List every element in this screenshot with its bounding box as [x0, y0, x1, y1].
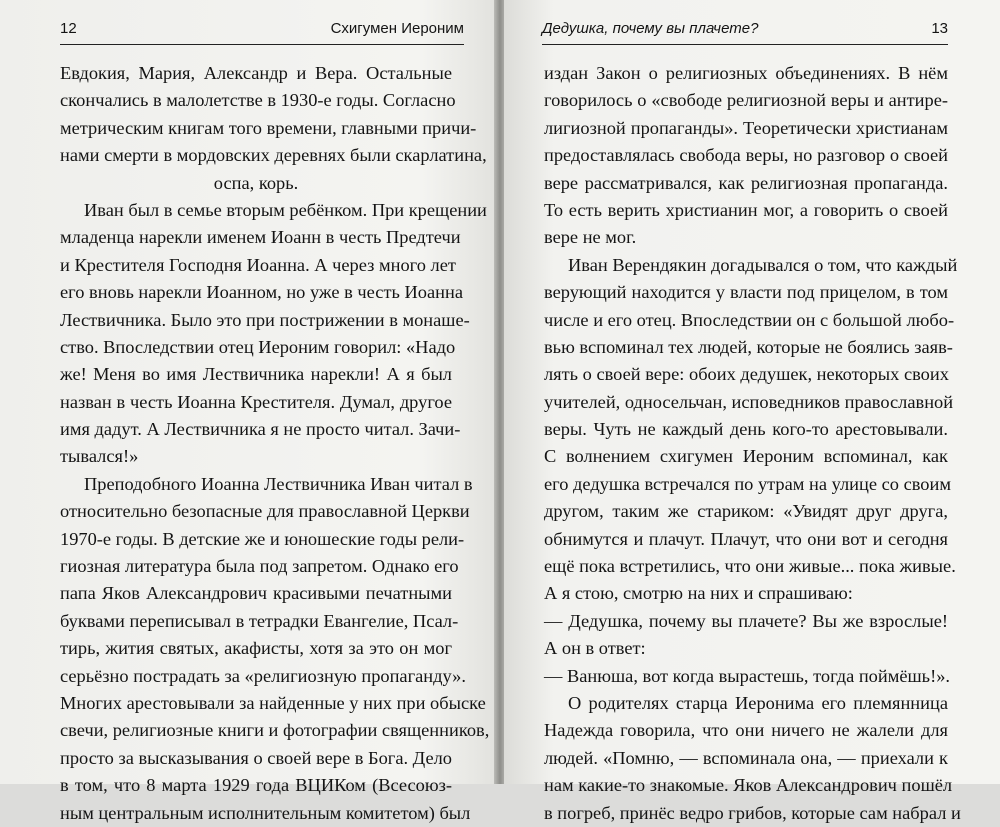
text-line: относительно безопасные для православной Церкви: [60, 501, 470, 522]
left-running-head: [60, 14, 464, 45]
right-running-title: Дедушка, почему вы плачете?: [542, 20, 759, 37]
text-line: просто за высказывания о своей вере в Бога. Дело: [60, 747, 452, 768]
right-body-text: [544, 60, 961, 827]
text-line: в погреб, принёс ведро грибов, которые сам набрал и: [544, 802, 961, 823]
left-body-text: [60, 60, 490, 827]
text-line: вере не мог.: [544, 227, 637, 248]
text-line: веры. Чуть не каждый день кого-то арестовывали.: [544, 419, 948, 440]
text-line: — Дедушка, почему вы плачете? Вы же взрослые!: [544, 610, 948, 631]
text-line: 1970-е годы. В детские же и юношеские годы рели-: [60, 528, 465, 549]
text-line: назван в честь Иоанна Крестителя. Думал, другое: [60, 391, 452, 412]
text-line: Надежда говорила, что они ничего не жалели для: [544, 720, 948, 741]
text-line: свечи, религиозные книги и фотографии священников,: [60, 720, 490, 741]
text-line: Евдокия, Мария, Александр и Вера. Остальные: [60, 63, 452, 83]
text-line: ство. Впоследствии отец Иероним говорил: «Надо: [60, 336, 456, 357]
text-line: нами смерти в мордовских деревнях были скарлатина,: [60, 145, 487, 166]
text-line: А он в ответ:: [544, 638, 646, 659]
text-line: А я стою, смотрю на них и спрашиваю:: [544, 583, 853, 604]
text-line: метрическим книгам того времени, главными причи-: [60, 117, 477, 138]
text-line: Иван был в семье вторым ребёнком. При крещении: [84, 199, 487, 220]
text-line: ным центральным исполнительным комитетом) был: [60, 802, 471, 823]
text-line: оспа, корь.: [213, 172, 299, 193]
text-line: — Ванюша, вот когда вырастешь, тогда поймёшь!».: [544, 665, 950, 686]
text-line: предоставлялась свобода веры, но разговор о своей: [544, 145, 948, 166]
text-line: имя дадут. А Лествичника я не просто читал. Зачи-: [60, 419, 461, 440]
text-line: скончались в малолетстве в 1930-е годы. Согласно: [60, 90, 456, 111]
text-line: серьёзно пострадать за «религиозную пропаганду».: [60, 665, 466, 686]
text-line: тывался!»: [60, 446, 139, 467]
text-line: людей. «Помню, — вспоминала она, — приехали к: [544, 747, 948, 768]
text-line: говорилось о «свободе религиозной веры и антире-: [544, 90, 948, 111]
text-line: Многих арестовывали за найденные у них при обыске: [60, 692, 486, 713]
text-line: лять о своей вере: обоих дедушек, некоторых своих: [544, 364, 949, 385]
right-page: [504, 0, 1000, 823]
text-line: лигиозной пропаганды». Теоретически христианам: [544, 117, 948, 138]
text-line: же! Меня во имя Лествичника нарекли! А я был: [60, 364, 452, 385]
text-line: нам какие-то знакомые. Яков Александрович пошёл: [544, 775, 953, 796]
text-line: и Крестителя Господня Иоанна. А через много лет: [60, 254, 456, 275]
text-line: То есть верить христианин мог, а говорить о своей: [544, 199, 948, 220]
text-line: буквами переписывал в тетрадки Евангелие, Псал-: [60, 610, 459, 631]
text-line: издан Закон о религиозных объединениях. В нём: [544, 63, 948, 83]
left-page-number: 12: [60, 20, 77, 37]
text-line: О родителях старца Иеронима его племянница: [568, 692, 948, 713]
right-running-head: [542, 14, 948, 45]
text-line: верующий находится у власти под прицелом, в том: [544, 282, 948, 303]
text-line: С волнением схигумен Иероним вспоминал, как: [544, 446, 948, 467]
text-line: учителей, односельчан, исповедников православной: [544, 391, 954, 412]
text-line: другом, таким же стариком: «Увидят друг друга,: [544, 501, 948, 522]
right-page-number: 13: [931, 20, 948, 37]
text-line: Преподобного Иоанна Лествичника Иван читал в: [84, 473, 473, 494]
text-line: числе и его отец. Впоследствии он с большой любо-: [544, 309, 955, 330]
text-line: младенца нарекли именем Иоанн в честь Предтечи: [60, 227, 461, 248]
text-line: гиозная литература была под запретом. Однако его: [60, 556, 459, 577]
left-running-title: Схигумен Иероним: [330, 20, 464, 37]
text-line: тирь, жития святых, акафисты, хотя за это он мог: [60, 638, 452, 659]
text-line: Лествичника. Было это при пострижении в монаше-: [60, 309, 470, 330]
text-line: его вновь нарекли Иоанном, но уже в честь Иоанна: [60, 282, 463, 303]
text-line: вью вспоминал тех людей, которые не боялись заяв-: [544, 336, 953, 357]
text-line: ещё пока встретились, что они живые... пока живые.: [544, 556, 956, 577]
text-line: папа Яков Александрович красивыми печатными: [60, 583, 452, 604]
left-page: [0, 0, 496, 823]
text-line: вере рассматривался, как религиозная пропаганда.: [544, 172, 948, 193]
text-line: в том, что 8 марта 1929 года ВЦИКом (Всесоюз-: [60, 775, 452, 796]
text-line: обнимутся и плачут. Плачут, что они вот и сегодня: [544, 528, 948, 549]
text-line: его дедушка встречался по утрам на улице со своим: [544, 473, 951, 494]
text-line: Иван Верендякин догадывался о том, что каждый: [568, 254, 958, 275]
